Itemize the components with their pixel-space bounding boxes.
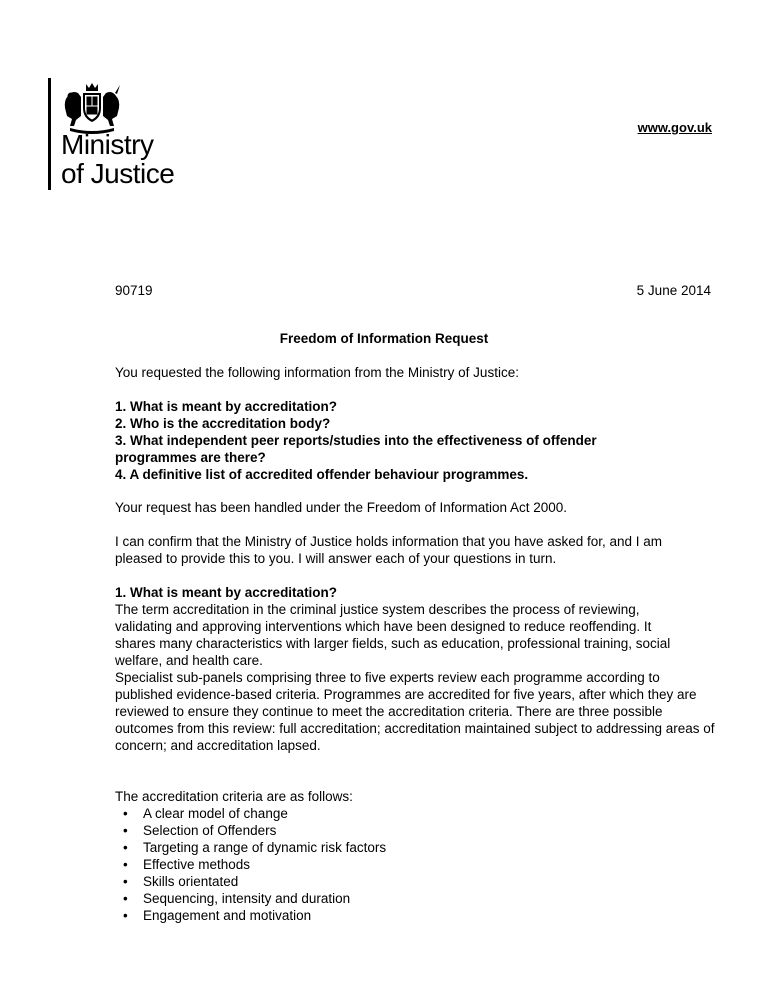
list-item: • Engagement and motivation	[123, 908, 312, 923]
handled-paragraph: Your request has been handled under the Freedom of Information Act 2000.	[115, 500, 568, 515]
intro-paragraph: You requested the following information from the Ministry of Justice:	[115, 365, 519, 380]
criteria-list	[115, 805, 715, 924]
logo-wordmark	[61, 130, 174, 188]
question-1: 1. What is meant by accreditation?	[115, 399, 338, 414]
bullet-icon: •	[123, 823, 128, 838]
document-title: Freedom of Information Request	[279, 331, 489, 346]
list-item: • Targeting a range of dynamic risk factors	[123, 840, 387, 855]
list-item: • A clear model of change	[123, 806, 288, 821]
criteria-intro: The accreditation criteria are as follows:	[115, 789, 353, 804]
logo-line-2: of Justice	[61, 158, 175, 189]
question-3: 3. What independent peer reports/studies into the effectiveness of offender programmes are there?	[115, 433, 597, 465]
gov-uk-link[interactable]: www.gov.uk	[637, 120, 712, 135]
bullet-icon: •	[123, 874, 128, 889]
answer-1-section	[115, 584, 690, 669]
logo-line-1: Ministry	[61, 129, 154, 160]
ministry-of-justice-logo	[48, 78, 218, 196]
royal-coat-of-arms-icon	[62, 82, 122, 134]
bullet-icon: •	[123, 857, 128, 872]
list-item: • Sequencing, intensity and duration	[123, 891, 351, 906]
question-2: 2. Who is the accreditation body?	[115, 416, 331, 431]
bullet-icon: •	[123, 891, 128, 906]
bullet-icon: •	[123, 806, 128, 821]
list-item: • Effective methods	[123, 857, 251, 872]
logo-divider-bar	[48, 78, 51, 190]
bullet-icon: •	[123, 908, 128, 923]
criteria-section	[115, 788, 715, 924]
answer-1-heading: 1. What is meant by accreditation?	[115, 585, 338, 600]
answer-1-text: The term accreditation in the criminal justice system describes the process of reviewing, validating and approving interventions which have been designed to reduce reoffending. It shares many characteristics with larger fields, such as education, professional training, social welfare, and health care.	[115, 602, 671, 668]
bullet-icon: •	[123, 840, 128, 855]
reference-number: 90719	[115, 283, 153, 298]
list-item: • Selection of Offenders	[123, 823, 277, 838]
letter-date: 5 June 2014	[636, 283, 711, 298]
question-4: 4. A definitive list of accredited offender behaviour programmes.	[115, 467, 529, 482]
questions-list	[115, 398, 715, 483]
list-item: • Skills orientated	[123, 874, 239, 889]
confirm-paragraph: I can confirm that the Ministry of Justice holds information that you have asked for, and I am pleased to provide this to you. I will answer each of your questions in turn.	[115, 534, 663, 566]
panels-paragraph: Specialist sub-panels comprising three to five experts review each programme according to published evidence-based criteria. Programmes are accredited for five years, after which they are reviewed to ensure they continue to meet the accreditation criteria. There are three possible outcomes from this review: full accreditation; accreditation maintained subject to addressing areas of concern; and accreditation lapsed.	[115, 670, 715, 753]
